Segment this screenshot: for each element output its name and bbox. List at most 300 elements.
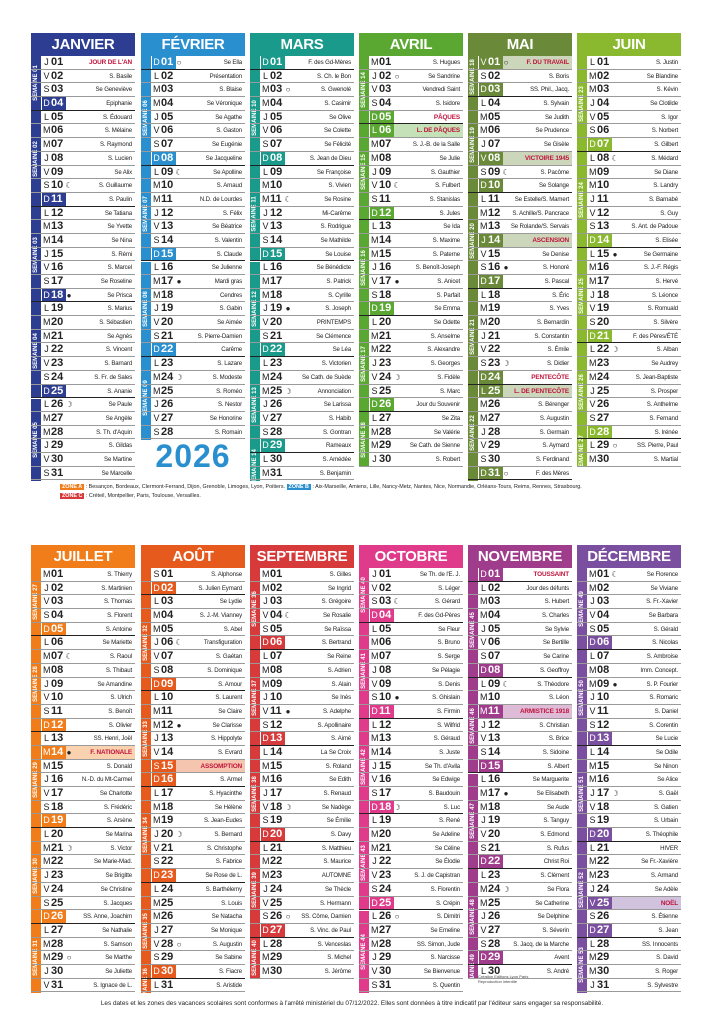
day-letter: D (262, 637, 269, 648)
day-number: 22 (379, 343, 392, 356)
day-row (577, 951, 681, 965)
day-row (468, 261, 572, 275)
day-row (250, 869, 354, 883)
saint-name: S. Elisée (655, 236, 678, 244)
saint-name: Se Th. d'Avila (424, 762, 460, 770)
day-number: 06 (161, 636, 174, 649)
saint-name: S. Parfait (436, 291, 460, 299)
saint-name: Se Ingrid (327, 584, 351, 592)
day-number: 17 (597, 787, 610, 799)
day-letter: S (43, 276, 50, 286)
zone-a-cities: : Besançon, Bordeaux, Clermont-Ferrand, Dijon, Grenoble, Limoges, Lyon, Poitiers. (85, 484, 286, 490)
day-row (468, 719, 572, 733)
saint-name: S. Juste (439, 748, 460, 756)
day-number: 26 (270, 398, 283, 411)
week-label-text: SEMAINE 52 (579, 872, 585, 908)
day-number: 16 (597, 773, 610, 786)
day-number: 01 (270, 568, 283, 580)
day-row (577, 439, 681, 453)
day-letter: M (371, 733, 379, 744)
day-letter: M (589, 358, 597, 369)
day-letter: D (153, 57, 160, 67)
day-row (141, 568, 245, 582)
day-letter: J (481, 426, 486, 437)
saint-name: S. Tanguy (543, 817, 569, 825)
day-letter: M (480, 412, 488, 423)
day-letter: J (44, 582, 49, 593)
day-number: 17 (161, 787, 174, 799)
saint-name: Se Edwige (432, 776, 460, 784)
saint-name: S. Éric (552, 291, 569, 299)
day-letter: D (480, 856, 487, 867)
day-row (359, 70, 463, 84)
month-title: SEPTEMBRE (250, 545, 354, 568)
day-number: 01 (51, 568, 64, 580)
school-zones-legend (60, 483, 654, 501)
day-row (359, 979, 463, 993)
day-number: 06 (51, 124, 64, 137)
day-number: 14 (597, 745, 610, 758)
saint-name: S. Nestor (217, 401, 242, 409)
day-number: 31 (488, 466, 501, 479)
day-letter: L (480, 98, 486, 109)
day-letter: L (262, 358, 268, 369)
day-letter: L (262, 842, 268, 853)
saint-name: S. Léger (438, 584, 460, 592)
day-letter: J (44, 344, 49, 355)
saint-name: Se Béatrice (212, 223, 242, 231)
saint-name: S. Stanislas (429, 195, 460, 203)
day-row (141, 760, 245, 774)
day-number: 30 (270, 452, 283, 465)
day-number: 22 (161, 343, 174, 356)
saint-name: Se Aude (547, 803, 569, 811)
day-row (250, 412, 354, 426)
day-row (250, 234, 354, 248)
day-number: 01 (597, 568, 610, 580)
day-number: 15 (379, 247, 392, 260)
day-row (31, 83, 135, 97)
moon-phase-icon: ○ (394, 912, 400, 922)
day-row (577, 924, 681, 938)
day-letter: M (262, 569, 270, 579)
day-letter: J (154, 207, 159, 218)
day-number: 17 (379, 275, 392, 287)
day-letter: V (371, 774, 378, 785)
day-letter: S (589, 911, 596, 922)
week-label-text: SEMAINE 19 (470, 127, 476, 163)
day-row (359, 193, 463, 207)
day-number: 10 (379, 179, 392, 192)
day-row (359, 595, 463, 609)
day-number: 02 (488, 69, 501, 82)
day-letter: V (43, 883, 50, 894)
day-row (577, 719, 681, 733)
day-number: 21 (597, 329, 610, 342)
week-label-text: SEMAINE 53 (579, 947, 585, 984)
saint-name: Se Brigitte (105, 872, 132, 880)
day-letter: M (153, 385, 161, 396)
day-letter: D (371, 801, 378, 812)
day-letter: J (590, 788, 595, 798)
day-number: 17 (270, 275, 283, 287)
day-number: 30 (597, 964, 610, 977)
saint-name: S. Gatien (653, 803, 678, 811)
day-letter: L (153, 596, 159, 607)
day-row (250, 951, 354, 965)
day-row (468, 705, 572, 719)
day-row (31, 746, 135, 760)
saint-name: Se Inès (331, 694, 351, 702)
day-number: 31 (597, 978, 610, 991)
day-row (468, 636, 572, 650)
day-letter: M (153, 815, 161, 826)
saint-name: S. Mélaine (104, 127, 132, 135)
day-row (31, 910, 135, 924)
day-row (250, 760, 354, 774)
saint-name: S. Bernard (214, 831, 242, 839)
day-number: 10 (51, 691, 64, 704)
saint-name: S. Anselme (430, 332, 460, 340)
day-letter: V (153, 746, 160, 757)
day-letter: M (480, 303, 488, 314)
day-row (141, 883, 245, 897)
day-row (141, 801, 245, 815)
day-row (577, 705, 681, 719)
day-number: 10 (161, 179, 174, 192)
saint-name: S. Pacôme (540, 168, 569, 176)
day-number: 23 (597, 357, 610, 370)
day-row (141, 166, 245, 180)
day-row (250, 83, 354, 97)
saint-name: S. Léonce (651, 291, 678, 299)
day-letter: M (262, 371, 270, 382)
day-row (31, 719, 135, 733)
saint-name: S. Pascal (544, 278, 569, 285)
day-number: 10 (379, 691, 392, 704)
saint-name: S. Isidore (435, 100, 460, 108)
saint-name: S. Evrard (217, 748, 242, 756)
day-number: 18 (379, 800, 392, 813)
moon-phase-icon: ● (612, 249, 618, 259)
day-row (359, 924, 463, 938)
day-letter: M (589, 870, 597, 881)
day-letter: D (480, 371, 487, 382)
day-letter: M (153, 719, 161, 730)
day-number: 27 (597, 923, 610, 936)
day-number: 12 (597, 718, 610, 731)
day-row (359, 678, 463, 692)
saint-name: S. Venceslas (317, 940, 351, 948)
saint-name: S. Adelphe (323, 707, 351, 715)
day-number: 23 (161, 869, 174, 882)
saint-name: Se Clarisse (212, 721, 242, 729)
day-row (577, 773, 681, 787)
day-row (141, 650, 245, 664)
saint-name: S. Jacques (103, 899, 132, 907)
day-row (359, 897, 463, 911)
day-number: 10 (51, 179, 64, 192)
saint-name: S. Boris (548, 72, 569, 80)
day-number: 13 (270, 220, 283, 233)
saint-name: S. Gwenolé (320, 86, 351, 94)
saint-name: S. Rémi (111, 250, 132, 258)
day-row (141, 124, 245, 138)
saint-name: S. Arsène (106, 817, 132, 825)
day-row (577, 746, 681, 760)
saint-name: S. Didier (546, 360, 569, 368)
saint-name: Se Edith (329, 776, 351, 784)
day-row (250, 801, 354, 815)
saint-name: S. Benoît (108, 707, 132, 715)
day-number: 30 (161, 964, 174, 977)
month-5 (468, 33, 572, 480)
day-number: 01 (51, 56, 64, 68)
moon-phase-icon: ☽ (502, 884, 510, 894)
day-row (468, 371, 572, 385)
saint-name: S. Fulbert (435, 182, 460, 190)
saint-name: S. Joseph (325, 305, 351, 313)
day-letter: M (43, 842, 51, 853)
day-row (250, 316, 354, 330)
day-number: 01 (379, 56, 392, 68)
zone-b-tag: ZONE B (288, 484, 309, 490)
saint-name: Se Mariette (102, 639, 132, 647)
week-label-text: SEMAINE 16 (361, 250, 367, 287)
day-number: 22 (597, 855, 610, 868)
day-row (250, 719, 354, 733)
moon-phase-icon: ● (66, 290, 72, 300)
day-number: 07 (597, 650, 610, 663)
day-letter: D (589, 733, 596, 744)
day-letter: D (371, 897, 378, 908)
day-letter: J (263, 596, 268, 607)
saint-name: Se Alice (657, 776, 678, 784)
day-row (577, 343, 681, 357)
day-row (141, 623, 245, 637)
day-row (250, 248, 354, 262)
day-letter: M (371, 938, 379, 949)
saint-name: Se Bertille (542, 639, 569, 647)
moon-phase-icon: ● (394, 693, 400, 703)
saint-name: Se Clémence (316, 332, 351, 340)
saint-name: Se Louise (325, 250, 351, 258)
day-number: 10 (270, 691, 283, 704)
saint-name: S. Davy (330, 831, 351, 839)
day-letter: V (371, 84, 378, 95)
day-row (577, 938, 681, 952)
day-row (31, 609, 135, 623)
day-letter: D (371, 399, 378, 410)
day-number: 26 (270, 910, 283, 923)
day-letter: D (480, 760, 487, 771)
day-row (250, 924, 354, 938)
day-number: 19 (597, 302, 610, 315)
saint-name: S. Ananie (107, 387, 132, 395)
day-number: 17 (597, 275, 610, 287)
month-days (468, 56, 572, 480)
saint-name: Se Viviane (650, 584, 678, 592)
saint-name: S. Wilfrid (437, 721, 460, 729)
day-letter: M (371, 426, 379, 437)
saint-name: S. Edmond (540, 831, 569, 839)
day-number: 07 (597, 138, 610, 151)
day-row (31, 664, 135, 678)
day-number: 20 (270, 316, 283, 329)
saint-name: F. NATIONALE (90, 748, 132, 756)
day-number: 26 (597, 398, 610, 411)
saint-name: S. Brice (548, 735, 569, 743)
day-row (31, 343, 135, 357)
week-label-text: SEMAINE 27 (33, 584, 39, 621)
day-letter: D (153, 870, 160, 881)
day-number: 12 (488, 718, 501, 731)
day-letter: S (43, 801, 50, 812)
day-letter: S (153, 856, 160, 867)
day-row (141, 855, 245, 869)
day-number: 21 (597, 841, 610, 854)
day-letter: V (153, 317, 160, 328)
saint-name: Se Eugénie (211, 141, 242, 149)
day-letter: M (43, 569, 51, 579)
saint-name: Se Rosalie (323, 612, 351, 620)
day-number: 05 (270, 110, 283, 123)
day-letter: V (153, 651, 160, 662)
day-row (468, 453, 572, 467)
day-row (31, 650, 135, 664)
day-row (359, 220, 463, 234)
day-letter: J (590, 596, 595, 607)
day-number: 11 (270, 704, 282, 717)
saint-name: NOËL (660, 899, 678, 907)
saint-name: S. Olivier (108, 721, 132, 729)
saint-name: S. Ignace de L. (93, 981, 132, 989)
day-letter: M (43, 856, 51, 867)
saint-name: S. Thomas (103, 598, 132, 606)
saint-name: S. Valentin (214, 236, 242, 244)
day-row (250, 398, 354, 412)
saint-name: Rameaux (325, 442, 351, 450)
day-letter: J (372, 569, 377, 579)
saint-name: S. Narcisse (430, 954, 460, 962)
day-letter: J (263, 111, 268, 122)
saint-name: Se Denise (542, 250, 569, 258)
saint-name: SS. Anne, Joachim (83, 913, 132, 921)
moon-phase-icon: ☽ (65, 400, 73, 410)
day-number: 08 (379, 151, 392, 164)
saint-name: S. Romaric (649, 694, 678, 702)
day-letter: L (43, 303, 49, 314)
day-number: 08 (270, 151, 283, 164)
day-number: 17 (51, 787, 64, 799)
saint-name: S. Basile (109, 72, 132, 80)
day-letter: S (371, 193, 378, 204)
day-row (468, 650, 572, 664)
saint-name: S. Hugues (432, 59, 460, 66)
day-row (31, 979, 135, 993)
day-row (577, 842, 681, 856)
day-letter: M (262, 98, 270, 109)
day-letter: S (153, 330, 160, 341)
day-letter: J (154, 924, 159, 935)
saint-name: L. DE PÂQUES (416, 127, 460, 135)
day-letter: V (371, 582, 378, 593)
day-letter: D (262, 440, 269, 451)
day-letter: M (371, 139, 379, 150)
day-number: 18 (51, 800, 64, 813)
day-number: 06 (597, 636, 610, 649)
day-row (359, 705, 463, 719)
day-letter: M (589, 678, 597, 689)
saint-name: Se Roseline (100, 278, 132, 285)
saint-name: Se Céline (434, 844, 460, 852)
day-number: 02 (488, 581, 501, 594)
saint-name: S. Dominique (207, 666, 242, 674)
day-number: 28 (597, 425, 610, 438)
day-number: 11 (379, 704, 391, 717)
day-row (31, 814, 135, 828)
day-number: 13 (379, 220, 392, 233)
day-letter: S (43, 467, 50, 478)
day-number: 02 (51, 581, 64, 594)
saint-name: Se Rolande/S. Servais (510, 223, 569, 231)
day-letter: L (480, 870, 486, 881)
saint-name: Se Cath. de Suède (302, 373, 351, 381)
day-number: 02 (51, 69, 64, 82)
saint-name: S. Alban (656, 346, 678, 354)
day-letter: J (481, 330, 486, 341)
saint-name: Vendredi Saint (422, 86, 460, 94)
week-label-text: SEMAINE 21 (470, 318, 476, 355)
day-number: 16 (161, 261, 174, 274)
day-number: 21 (488, 329, 501, 342)
day-number: 03 (379, 83, 392, 96)
day-number: 03 (597, 83, 610, 96)
day-number: 22 (270, 855, 283, 868)
day-row (141, 938, 245, 952)
day-row (141, 343, 245, 357)
saint-name: S. Urbain (653, 817, 678, 825)
saint-name: S. Roméo (216, 387, 242, 395)
day-number: 22 (51, 855, 64, 868)
day-letter: M (43, 234, 51, 245)
day-letter: M (589, 166, 597, 177)
week-label-text: SEMAINE 24 (579, 181, 585, 218)
day-letter: M (43, 938, 51, 949)
day-letter: S (153, 234, 160, 245)
saint-name: S. Adrien (327, 666, 351, 674)
saint-name: S. Ferdinand (535, 455, 569, 463)
day-row (31, 70, 135, 84)
zone-c-tag: ZONE C (62, 493, 83, 499)
day-number: 06 (488, 636, 501, 649)
saint-name: S. Geoffroy (539, 666, 569, 674)
day-number: 06 (270, 636, 283, 649)
saint-name: Se Flora (547, 885, 569, 893)
day-row (577, 869, 681, 883)
saint-name: Se Félicité (324, 141, 351, 149)
month-12 (577, 545, 681, 992)
day-letter: J (44, 152, 49, 163)
saint-name: S. Guillaume (98, 182, 132, 190)
day-letter: D (589, 330, 596, 341)
saint-name: Se Catherine (535, 899, 569, 907)
day-row (577, 814, 681, 828)
saint-name: S. Yves (549, 305, 569, 313)
saint-name: S. Barthélemy (205, 885, 242, 893)
saint-name: Se Elisabeth (536, 790, 569, 797)
day-row (577, 70, 681, 84)
